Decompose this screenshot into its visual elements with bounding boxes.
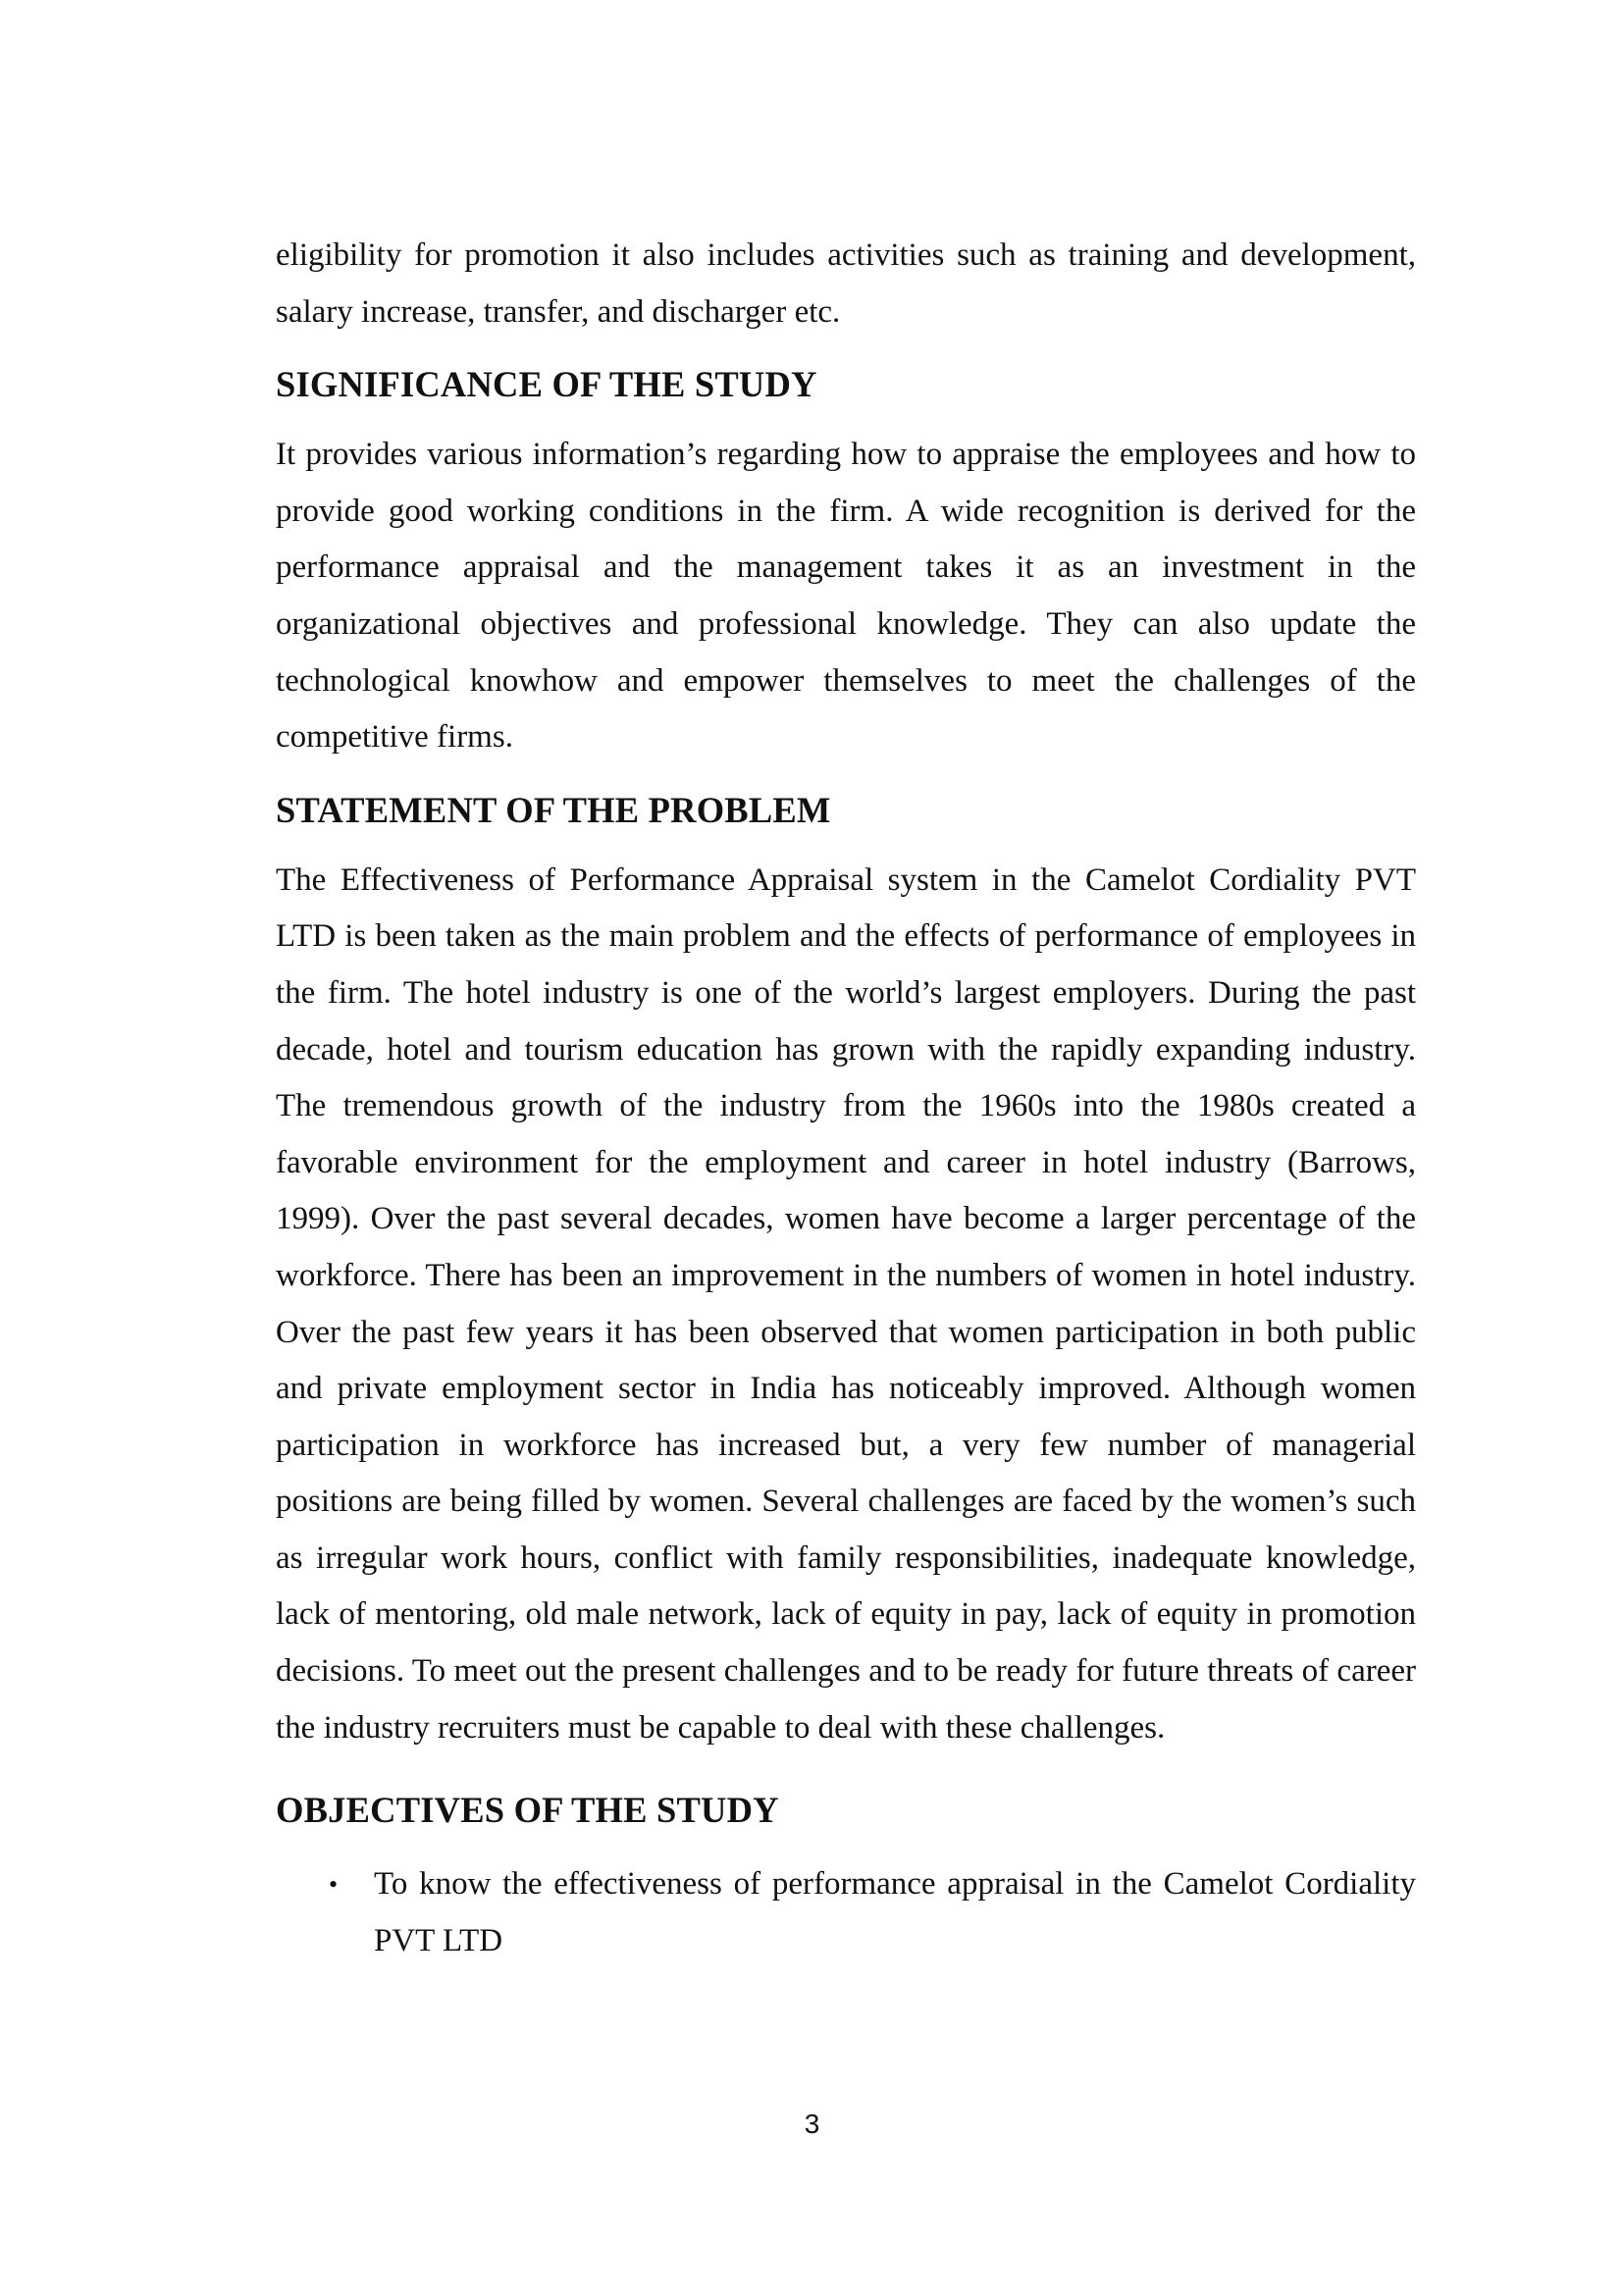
page-number: 3 [804,2109,820,2139]
significance-paragraph: It provides various information’s regarding how to appraise the employees and how to provide good working conditions in the firm. A wide recognition is derived for the performance appraisal and the management takes it as an investment in the organizational objectives and professional knowledge. They can also update the technological knowhow and empower themselves to meet the challenges of the competitive firms. [276,437,1416,756]
list-item-text: To know the effectiveness of performance appraisal in the Camelot Cordiality PVT LTD [374,1866,1416,1958]
bullet-icon: • [329,1870,339,1900]
problem-heading: STATEMENT OF THE PROBLEM [276,789,831,830]
list-item [276,1856,1416,1969]
problem-paragraph: The Effectiveness of Performance Appraisal system in the Camelot Cordiality PVT LTD is been taken as the main problem and the effects of performance of employees in the firm. The hotel industry is one of the world’s largest employers. During the past decade, hotel and tourism education has grown with the rapidly expanding industry. The tremendous growth of the industry from the 1960s into the 1980s created a favorable environment for the employment and career in hotel industry (Barrows, 1999). Over the past several decades, women have become a larger percentage of the workforce. There has been an improvement in the numbers of women in hotel industry. Over the past few years it has been observed that women participation in both public and private employment sector in India has noticeably improved. Although women participation in workforce has increased but, a very few number of managerial positions are being filled by women. Several challenges are faced by the women’s such as irregular work hours, conflict with family responsibilities, inadequate knowledge, lack of mentoring, old male network, lack of equity in pay, lack of equity in promotion decisions. To meet out the present challenges and to be ready for future threats of career the industry recruiters must be capable to deal with these challenges. [276,861,1416,1746]
objectives-list [276,1856,1416,1969]
page-content [276,228,1416,1969]
intro-paragraph: eligibility for promotion it also includes activities such as training and development, salary increase, transfer, and discharger etc. [276,237,1416,330]
objectives-heading: OBJECTIVES OF THE STUDY [276,1790,779,1831]
significance-heading: SIGNIFICANCE OF THE STUDY [276,364,817,405]
